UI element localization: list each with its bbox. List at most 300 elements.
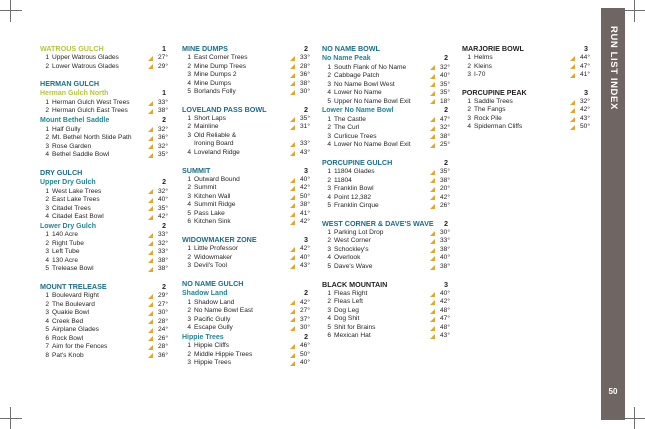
- area-title: PORCUPINE GULCH: [322, 158, 393, 168]
- area-heading: [40, 44, 168, 54]
- difficulty-rating: 2: [162, 282, 166, 292]
- slope-angle: 27°: [158, 300, 168, 308]
- index-column-2: [182, 44, 310, 376]
- run-name: South Flank of No Name: [334, 63, 407, 71]
- run-row: [182, 54, 310, 63]
- run-row: [322, 246, 450, 255]
- subarea-heading: [40, 89, 168, 99]
- slope-angle: 43°: [300, 262, 310, 270]
- slope-angle: 43°: [300, 148, 310, 156]
- run-name: Escape Gully: [194, 324, 233, 332]
- area-heading: [182, 235, 310, 245]
- run-name: Helms: [474, 54, 493, 61]
- run-row: [40, 213, 168, 222]
- run-row: [40, 292, 168, 301]
- run-number: 4: [327, 193, 331, 201]
- run-number: 2: [187, 123, 191, 131]
- run-row: [40, 205, 168, 214]
- run-name: Lower No Name Bowl Exit: [334, 141, 411, 149]
- run-row: [182, 324, 310, 333]
- slope-angle: 43°: [440, 332, 450, 340]
- slope-angle-icon: [570, 108, 575, 113]
- run-name: Dave's Wave: [334, 262, 373, 270]
- slope-angle-icon: [430, 65, 435, 70]
- slope-angle-icon: [430, 204, 435, 209]
- run-number: 5: [45, 265, 49, 273]
- run-row: [322, 133, 450, 142]
- area-section: [462, 88, 590, 132]
- run-row: [462, 115, 590, 124]
- slope-angle: 47°: [440, 315, 450, 323]
- slope-angle-icon: [148, 215, 153, 220]
- run-row: [322, 177, 450, 186]
- slope-angle-icon: [290, 90, 295, 95]
- area-heading: [462, 88, 590, 98]
- slope-angle: 28°: [300, 62, 310, 70]
- run-name: 11804 Glades: [334, 168, 375, 176]
- run-number: 1: [327, 63, 331, 71]
- run-row: [40, 248, 168, 257]
- area-section: [40, 168, 168, 274]
- slope-angle: 33°: [158, 98, 168, 106]
- run-number: 2: [467, 62, 471, 70]
- area-heading: [322, 280, 450, 290]
- run-name: Franklin Bowl: [334, 185, 374, 193]
- run-row: [182, 80, 310, 89]
- slope-angle: 32°: [158, 142, 168, 150]
- run-row: [40, 257, 168, 266]
- run-number: 2: [327, 124, 331, 132]
- slope-angle: 42°: [440, 193, 450, 201]
- slope-angle: 42°: [158, 213, 168, 221]
- run-name: East Lake Trees: [52, 196, 100, 204]
- run-name: West Corner: [334, 237, 371, 245]
- crop-mark: [634, 407, 635, 429]
- run-row: [40, 151, 168, 160]
- index-column-3: [322, 44, 450, 349]
- run-name: Mine Dumps: [194, 79, 232, 87]
- run-number: 7: [45, 343, 49, 351]
- run-row: [182, 201, 310, 210]
- area-heading: [322, 219, 450, 229]
- run-number: 3: [187, 71, 191, 78]
- run-number: 1: [327, 115, 331, 123]
- slope-angle-icon: [290, 117, 295, 122]
- run-name: Rock Pile: [474, 114, 502, 122]
- subarea-heading: [322, 106, 450, 116]
- run-row: [322, 98, 450, 107]
- slope-angle-icon: [430, 256, 435, 261]
- run-name: Borlands Folly: [194, 88, 236, 95]
- slope-angle-icon: [148, 189, 153, 194]
- slope-angle: 29°: [158, 62, 168, 70]
- run-row: [182, 149, 310, 158]
- run-row: [322, 168, 450, 177]
- run-row: [182, 115, 310, 124]
- slope-angle-icon: [430, 317, 435, 322]
- area-heading: [40, 168, 168, 178]
- run-number: 4: [187, 201, 191, 209]
- slope-angle: 33°: [158, 248, 168, 256]
- slope-angle-icon: [430, 231, 435, 236]
- run-row: [40, 188, 168, 197]
- run-number: 3: [187, 192, 191, 200]
- run-name: Trelease Bowl: [52, 265, 94, 273]
- run-row: [322, 229, 450, 238]
- run-number: 3: [467, 114, 471, 122]
- run-number: 1: [45, 187, 49, 195]
- slope-angle-icon: [148, 109, 153, 114]
- run-row: [182, 299, 310, 308]
- run-number: 3: [327, 245, 331, 253]
- run-name: Curlicue Trees: [334, 132, 377, 140]
- run-name: The Curl: [334, 124, 360, 132]
- slope-angle: 50°: [300, 192, 310, 200]
- run-row: [182, 132, 310, 141]
- run-number: 2: [45, 239, 49, 247]
- run-name: Dog Leg: [334, 306, 359, 314]
- slope-angle-icon: [290, 195, 295, 200]
- slope-angle: 42°: [440, 298, 450, 306]
- run-number: 2: [187, 307, 191, 315]
- crop-mark: [0, 418, 22, 419]
- slope-angle: 35°: [440, 89, 450, 97]
- run-number: 4: [327, 141, 331, 149]
- area-section: [40, 282, 168, 360]
- run-row: [182, 307, 310, 316]
- run-row: [182, 184, 310, 193]
- run-row: [322, 290, 450, 299]
- run-row: [462, 54, 590, 63]
- run-number: 3: [327, 306, 331, 314]
- subarea-heading: [40, 178, 168, 188]
- slope-angle: 33°: [300, 140, 310, 148]
- slope-angle-icon: [430, 134, 435, 139]
- run-row: [322, 237, 450, 246]
- slope-angle-icon: [430, 239, 435, 244]
- difficulty-rating: 2: [304, 44, 308, 53]
- slope-angle-icon: [290, 125, 295, 130]
- run-number: 1: [187, 342, 191, 350]
- slope-angle: 35°: [440, 80, 450, 88]
- run-row: [40, 196, 168, 205]
- run-number: 1: [45, 125, 49, 133]
- slope-angle-icon: [148, 101, 153, 106]
- slope-angle-icon: [430, 326, 435, 331]
- area-heading: [40, 282, 168, 292]
- difficulty-rating: 2: [162, 178, 166, 186]
- run-row: [462, 63, 590, 72]
- difficulty-rating: 2: [444, 158, 448, 168]
- area-section: [322, 280, 450, 341]
- area-title: PORCUPINE PEAK: [462, 87, 527, 97]
- index-column-4: [462, 44, 590, 140]
- slope-angle-icon: [290, 220, 295, 225]
- area-section: [182, 105, 310, 158]
- slope-angle-icon: [430, 292, 435, 297]
- slope-angle-icon: [430, 143, 435, 148]
- run-row: [40, 231, 168, 240]
- run-number: 3: [327, 80, 331, 88]
- slope-angle: 38°: [440, 245, 450, 253]
- slope-angle-icon: [430, 82, 435, 87]
- difficulty-rating: 3: [584, 87, 588, 97]
- slope-angle-icon: [290, 247, 295, 252]
- area-heading: [182, 105, 310, 115]
- slope-angle-icon: [290, 317, 295, 322]
- run-row: [40, 318, 168, 327]
- run-name: Airplane Glades: [52, 326, 99, 334]
- run-row: [462, 98, 590, 107]
- slope-angle-icon: [148, 267, 153, 272]
- slope-angle: 27°: [158, 54, 168, 61]
- run-name: Herman Gulch West Trees: [52, 98, 130, 106]
- run-row: [462, 71, 590, 80]
- run-number: 3: [187, 262, 191, 270]
- run-name: Franklin Cirque: [334, 202, 379, 210]
- slope-angle: 29°: [158, 292, 168, 300]
- run-row: [322, 116, 450, 125]
- area-section: [40, 44, 168, 71]
- slope-angle-icon: [290, 56, 295, 61]
- run-number: 6: [45, 334, 49, 342]
- run-name: Widowmaker: [194, 253, 233, 261]
- slope-angle-icon: [290, 73, 295, 78]
- run-row: [182, 245, 310, 254]
- area-heading: [40, 79, 168, 89]
- run-number: 3: [45, 142, 49, 150]
- area-title: HERMAN GULCH: [40, 79, 100, 89]
- slope-angle: 30°: [300, 324, 310, 332]
- slope-angle-icon: [290, 81, 295, 86]
- difficulty-rating: [448, 44, 450, 54]
- slope-angle-icon: [570, 100, 575, 105]
- run-row: [182, 210, 310, 219]
- difficulty-rating: 1: [162, 90, 166, 98]
- run-row: [40, 335, 168, 344]
- run-name: Mine Dump Trees: [194, 62, 247, 70]
- difficulty-rating: [308, 279, 310, 289]
- slope-angle: 46°: [300, 342, 310, 350]
- run-name: Right Tube: [52, 239, 84, 247]
- slope-angle-icon: [290, 64, 295, 69]
- run-row: [322, 124, 450, 133]
- run-row: [182, 218, 310, 227]
- run-number: 1: [327, 289, 331, 297]
- run-row: [182, 71, 310, 80]
- slope-angle: 50°: [580, 123, 590, 131]
- run-number: 1: [45, 54, 49, 61]
- run-row: [182, 254, 310, 263]
- slope-angle-icon: [430, 187, 435, 192]
- run-row: [40, 63, 168, 72]
- run-number: 2: [327, 237, 331, 245]
- area-title: MARJORIE BOWL: [462, 44, 524, 53]
- slope-angle: 38°: [158, 256, 168, 264]
- slope-angle: 28°: [158, 317, 168, 325]
- run-number: 2: [187, 253, 191, 261]
- slope-angle: 25°: [440, 141, 450, 149]
- run-row: [40, 126, 168, 135]
- run-name: Fleas Right: [334, 289, 368, 297]
- run-number: 2: [45, 196, 49, 204]
- slope-angle-icon: [148, 206, 153, 211]
- slope-angle: 36°: [158, 134, 168, 142]
- area-section: [182, 166, 310, 227]
- slope-angle: 38°: [158, 265, 168, 273]
- slope-angle: 40°: [300, 253, 310, 261]
- area-title: BLACK MOUNTAIN: [322, 279, 388, 289]
- slope-angle: 32°: [158, 187, 168, 195]
- slope-angle: 48°: [440, 306, 450, 314]
- run-number: 3: [45, 309, 49, 317]
- slope-angle: 38°: [440, 262, 450, 270]
- run-row: [322, 194, 450, 203]
- slope-angle-icon: [430, 126, 435, 131]
- run-name: Kleins: [474, 62, 492, 70]
- slope-angle-icon: [148, 127, 153, 132]
- difficulty-rating: 2: [304, 333, 308, 341]
- run-name: Boulevard Right: [52, 292, 99, 300]
- slope-angle-icon: [430, 309, 435, 314]
- run-name: Point 12,382: [334, 193, 372, 201]
- run-name: East Corner Trees: [194, 54, 248, 61]
- slope-angle: 37°: [300, 315, 310, 323]
- slope-angle: 32°: [580, 97, 590, 105]
- area-section: [322, 44, 450, 150]
- slope-angle-icon: [430, 195, 435, 200]
- run-name: Upper No Name Bowl Exit: [334, 97, 411, 105]
- slope-angle-icon: [148, 328, 153, 333]
- section-sidebar: [601, 8, 625, 420]
- slope-angle-icon: [290, 326, 295, 331]
- run-number: 4: [327, 254, 331, 262]
- run-number: 2: [45, 62, 49, 70]
- run-row: [40, 265, 168, 274]
- slope-angle: 31°: [300, 123, 310, 131]
- run-number: 4: [327, 315, 331, 323]
- difficulty-rating: [166, 79, 168, 89]
- subarea-title: Upper Dry Gulch: [40, 178, 96, 186]
- subarea-title: Hippie Trees: [182, 333, 224, 341]
- run-name: Overlook: [334, 254, 361, 262]
- area-title: DRY GULCH: [40, 167, 83, 177]
- slope-angle: 33°: [300, 54, 310, 61]
- run-row: [182, 262, 310, 271]
- area-heading: [182, 279, 310, 289]
- slope-angle-icon: [430, 248, 435, 253]
- run-name: Citadel East Bowl: [52, 213, 104, 221]
- run-number: 2: [327, 72, 331, 80]
- run-row: [322, 254, 450, 263]
- slope-angle: 42°: [300, 184, 310, 192]
- run-row: [182, 342, 310, 351]
- slope-angle-icon: [148, 353, 153, 358]
- slope-angle-icon: [430, 300, 435, 305]
- slope-angle: 41°: [300, 209, 310, 217]
- run-name: Citadel Trees: [52, 204, 91, 212]
- difficulty-rating: 2: [162, 222, 166, 230]
- slope-angle-icon: [148, 294, 153, 299]
- run-row: [40, 107, 168, 116]
- run-row: [322, 72, 450, 81]
- difficulty-rating: 2: [304, 290, 308, 298]
- slope-angle-icon: [290, 142, 295, 147]
- slope-angle: 32°: [158, 125, 168, 133]
- run-row: [322, 141, 450, 150]
- run-number: 1: [187, 114, 191, 122]
- slope-angle: 38°: [158, 107, 168, 115]
- run-name: Bethel Saddle Bowl: [52, 151, 110, 159]
- run-row: [40, 54, 168, 63]
- crop-mark: [634, 0, 635, 22]
- run-name: Hippie Cliffs: [194, 342, 230, 350]
- run-number: 2: [187, 184, 191, 192]
- run-number: 3: [327, 132, 331, 140]
- slope-angle-icon: [290, 309, 295, 314]
- area-title: NO NAME GULCH: [182, 279, 244, 289]
- difficulty-rating: 2: [444, 107, 448, 115]
- run-name: Left Tube: [52, 248, 80, 256]
- slope-angle-icon: [430, 170, 435, 175]
- run-row: [322, 332, 450, 341]
- difficulty-rating: 3: [304, 165, 308, 175]
- difficulty-rating: 3: [584, 44, 588, 53]
- run-name: Ironing Board: [194, 140, 234, 148]
- run-number: 2: [327, 176, 331, 184]
- run-row: [462, 106, 590, 115]
- slope-angle: 18°: [440, 97, 450, 105]
- run-name: Outward Bound: [194, 175, 240, 183]
- slope-angle: 47°: [440, 115, 450, 123]
- area-heading: [182, 166, 310, 176]
- slope-angle: 48°: [440, 323, 450, 331]
- run-name: Herman Gulch East Trees: [52, 107, 128, 115]
- slope-angle: 42°: [300, 298, 310, 306]
- crop-mark: [0, 10, 22, 11]
- run-number: 1: [187, 245, 191, 253]
- slope-angle-icon: [148, 64, 153, 69]
- area-title: WATROUS GULCH: [40, 44, 104, 53]
- run-number: 4: [45, 256, 49, 264]
- run-name: Schockley's: [334, 245, 369, 253]
- slope-angle-icon: [148, 233, 153, 238]
- page-number: 50: [608, 387, 618, 396]
- run-name: Rose Garden: [52, 142, 92, 150]
- crop-mark: [10, 407, 11, 429]
- run-row: [40, 352, 168, 361]
- slope-angle-icon: [290, 151, 295, 156]
- subarea-title: Lower No Name Bowl: [322, 107, 394, 115]
- area-title: MINE DUMPS: [182, 44, 228, 53]
- run-row: [182, 88, 310, 97]
- slope-angle: 43°: [580, 114, 590, 122]
- run-name: Upper Watrous Glades: [52, 54, 119, 61]
- area-title: WIDOWMAKER ZONE: [182, 235, 257, 245]
- difficulty-rating: 2: [162, 116, 166, 124]
- slope-angle: 42°: [300, 218, 310, 226]
- slope-angle: 38°: [440, 132, 450, 140]
- run-name: 130 Acre: [52, 256, 79, 264]
- area-section: [462, 44, 590, 80]
- slope-angle-icon: [148, 302, 153, 307]
- slope-angle-icon: [430, 91, 435, 96]
- run-name: Shadow Land: [194, 298, 235, 306]
- slope-angle-icon: [290, 255, 295, 260]
- run-name: Saddle Trees: [474, 97, 513, 105]
- run-number: 2: [187, 350, 191, 358]
- run-name: No Name Bowl West: [334, 80, 395, 88]
